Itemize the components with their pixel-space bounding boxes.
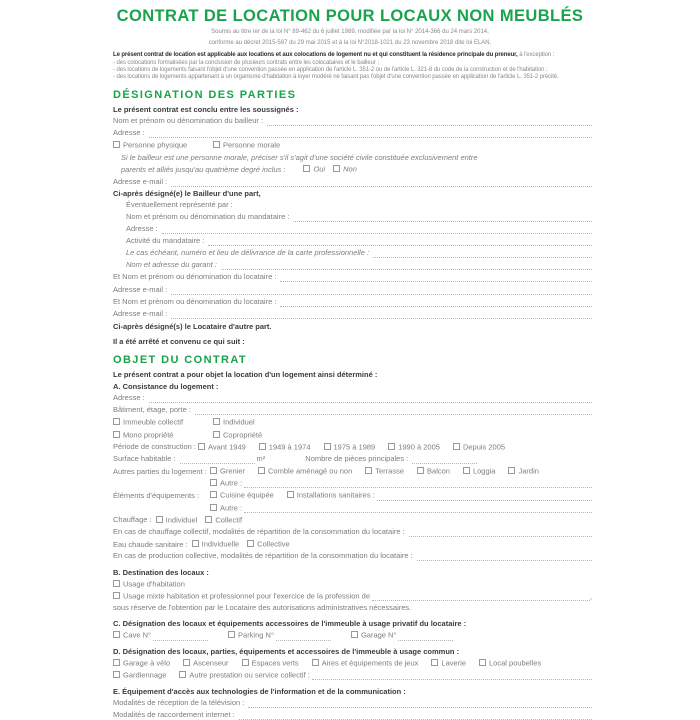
row-propriete <box>113 431 592 440</box>
garage-label: Garage N° <box>360 630 397 640</box>
1990-2005-label: 1990 à 2005 <box>398 442 440 452</box>
parking-checkbox[interactable] <box>228 631 235 638</box>
local-poubelles-checkbox[interactable] <box>479 659 486 666</box>
row-garant <box>113 261 592 270</box>
law-reference-line-2: conforme au décret 2015-587 du 29 mai 2015 et à la loi N°2018-1021 du 23 novembre 2018 dite loi ELAN. <box>208 40 492 46</box>
garage-velo-label: Garage à vélo <box>123 658 171 668</box>
row-type-immeuble <box>113 418 592 427</box>
row-mandataire-nom <box>113 213 592 222</box>
option-eau-individuelle[interactable] <box>192 540 240 549</box>
document-title: CONTRAT DE LOCATION POUR LOCAUX NON MEUBLÉS <box>116 7 584 25</box>
row-locataire1-email <box>113 286 592 295</box>
jardin-label: Jardin <box>518 466 539 476</box>
row-eau-note <box>113 552 592 561</box>
option-non[interactable] <box>333 165 357 174</box>
row-bailleur-email <box>113 178 592 187</box>
row-carte-professionnelle <box>113 249 592 258</box>
row-commun-1 <box>113 659 592 668</box>
sanitaires-checkbox[interactable] <box>287 491 294 498</box>
represente-label: Éventuellement représenté par : <box>126 200 233 210</box>
pieces-label: Nombre de pièces principales : <box>305 453 409 463</box>
option-jardin[interactable] <box>508 467 538 476</box>
option-laverie[interactable] <box>431 659 466 668</box>
copropriete-label: Copropriété <box>223 430 263 440</box>
exception-bullet-1: - des colocations formalisées par la conclusion de plusieurs contrats entre les colocataires et le bailleur ; <box>113 59 379 66</box>
option-comble[interactable] <box>258 467 352 476</box>
row-bailleur-adresse <box>113 129 592 138</box>
option-terrasse[interactable] <box>365 467 404 476</box>
comble-label: Comble aménagé ou non <box>268 466 353 476</box>
balcon-label: Balcon <box>427 466 450 476</box>
option-chauffage-collectif[interactable] <box>205 516 242 525</box>
eau-note-input-line[interactable] <box>417 552 592 561</box>
garage-number-input-line[interactable] <box>398 632 453 641</box>
row-represente <box>113 201 592 210</box>
eau-collective-label: Collective <box>257 539 290 549</box>
option-balcon[interactable] <box>417 467 450 476</box>
non-label: Non <box>343 164 357 174</box>
autre-equipement-label: Autre : <box>220 503 243 513</box>
option-oui[interactable] <box>303 165 325 174</box>
row-batiment <box>113 406 592 415</box>
option-parking[interactable] <box>228 631 274 640</box>
option-garage-velo[interactable] <box>113 659 170 668</box>
mandataire-activite-input-line[interactable] <box>208 237 592 246</box>
chauffage-note-input-line[interactable] <box>409 528 592 537</box>
mandataire-nom-input-line[interactable] <box>293 213 592 222</box>
bailleur-designation-text: Ci-après désigné(e) le Bailleur d'une part, <box>113 188 261 198</box>
intro-tail-text: à l'exception : <box>517 52 555 58</box>
option-gardiennage[interactable] <box>113 671 166 680</box>
option-personne-morale[interactable] <box>213 141 280 150</box>
row-internet <box>113 711 592 720</box>
option-autre-partie[interactable] <box>210 479 242 488</box>
avant-1949-checkbox[interactable] <box>198 443 205 450</box>
comble-checkbox[interactable] <box>258 467 265 474</box>
parties-intro <box>113 106 592 115</box>
row-locataire2-nom <box>113 298 592 307</box>
option-1949-1974[interactable] <box>259 443 311 452</box>
intro-bold-text: Le présent contrat de location est applicable aux locations et aux colocations de logement nu et qui constituent la résidence principale du preneur, <box>113 52 518 58</box>
row-commun-2 <box>113 671 592 680</box>
arrete-text: Il a été arrêté et convenu ce qui suit : <box>113 336 245 346</box>
1949-1974-checkbox[interactable] <box>259 443 266 450</box>
row-autres-autre <box>113 479 592 488</box>
surface-label: Surface habitable : <box>113 453 176 463</box>
row-accessoires-privatifs <box>113 631 592 640</box>
row-equipements <box>113 491 592 500</box>
mandataire-adresse-label: Adresse : <box>126 224 158 234</box>
option-autre-prestation[interactable] <box>179 671 309 680</box>
option-autre-equipement[interactable] <box>210 504 242 513</box>
row-autres-parties <box>113 467 592 476</box>
option-personne-physique[interactable] <box>113 141 213 150</box>
chauffage-individuel-label: Individuel <box>165 515 198 525</box>
cave-checkbox[interactable] <box>113 631 120 638</box>
row-locataire-designation <box>113 323 592 332</box>
parking-label: Parking N° <box>238 630 274 640</box>
surface-unit: m² <box>256 453 266 463</box>
subsection-a-title: A. Consistance du logement : <box>113 382 219 392</box>
intro-paragraph <box>113 52 592 60</box>
periode-label: Période de construction : <box>113 442 196 452</box>
cuisine-label: Cuisine équipée <box>220 490 274 500</box>
carte-professionnelle-input-line[interactable] <box>373 249 592 258</box>
option-usage-mixte[interactable] <box>113 592 370 601</box>
option-mono-propriete[interactable] <box>113 431 213 440</box>
ascenseur-checkbox[interactable] <box>183 659 190 666</box>
immeuble-collectif-checkbox[interactable] <box>113 418 120 425</box>
option-1990-2005[interactable] <box>388 443 440 452</box>
row-logement-adresse <box>113 394 592 403</box>
morale-note-line2: parents et alliés jusqu'au quatrième degré inclus : <box>121 164 286 174</box>
cuisine-checkbox[interactable] <box>210 491 217 498</box>
gardiennage-checkbox[interactable] <box>113 671 120 678</box>
subsection-d-title: D. Désignation des locaux, parties, équipements et accessoires de l'immeuble à usage commun : <box>113 647 460 657</box>
personne-morale-checkbox[interactable] <box>213 141 220 148</box>
option-aires-jeux[interactable] <box>312 659 419 668</box>
terrasse-label: Terrasse <box>375 466 405 476</box>
eau-note-label: En cas de production collective, modalités de répartition de la consommation du locataire : <box>113 551 413 561</box>
surface-input-line[interactable] <box>180 455 255 464</box>
option-espaces-verts[interactable] <box>242 659 299 668</box>
mandataire-adresse-input-line[interactable] <box>162 225 592 234</box>
usage-habitation-label: Usage d'habitation <box>123 579 185 589</box>
document-body <box>0 52 700 720</box>
option-cave[interactable] <box>113 631 151 640</box>
eau-collective-checkbox[interactable] <box>247 540 254 547</box>
television-input-line[interactable] <box>248 699 592 708</box>
depuis-2005-checkbox[interactable] <box>453 443 460 450</box>
eau-label: Eau chaude sanitaire : <box>113 539 188 549</box>
exception-bullet-2: - des locations de logements faisant l'objet d'une convention passée en application de l'article L. 351-2 ou de l'article L. 321-8 du code de la construction et de l'habitation ; <box>113 66 548 73</box>
locataire2-nom-label: Et Nom et prénom ou dénomination du locataire : <box>113 296 277 306</box>
autre-partie-label: Autre : <box>220 478 243 488</box>
law-reference-line-1: Soumis au titre Ier de la loi N° 89-462 du 6 juillet 1989, modifiée par la loi N° 2014-366 du 24 mars 2014, <box>211 29 489 35</box>
row-usage-mixte-note <box>113 604 592 613</box>
copropriete-checkbox[interactable] <box>213 431 220 438</box>
locataire-designation-text: Ci-après désigné(s) le Locataire d'autre part. <box>113 322 272 332</box>
bailleur-email-input-line[interactable] <box>171 178 592 187</box>
option-grenier[interactable] <box>210 467 245 476</box>
locataire1-nom-label: Et Nom et prénom ou dénomination du locataire : <box>113 272 277 282</box>
local-poubelles-label: Local poubelles <box>489 658 542 668</box>
chauffage-note-label: En cas de chauffage collectif, modalités de répartition de la consommation du locataire : <box>113 526 405 536</box>
subsection-c-title: C. Désignation des locaux et équipements accessoires de l'immeuble à usage privatif du locataire : <box>113 619 467 629</box>
autre-equipement-input-line[interactable] <box>244 504 592 513</box>
option-individuel[interactable] <box>213 418 255 427</box>
jardin-checkbox[interactable] <box>508 467 515 474</box>
garage-checkbox[interactable] <box>351 631 358 638</box>
personne-physique-checkbox[interactable] <box>113 141 120 148</box>
row-chauffage-note <box>113 528 592 537</box>
option-chauffage-individuel[interactable] <box>156 516 198 525</box>
sanitaires-input-line[interactable] <box>377 492 592 501</box>
option-depuis-2005[interactable] <box>453 443 505 452</box>
logement-adresse-label: Adresse : <box>113 393 145 403</box>
bailleur-adresse-input-line[interactable] <box>149 129 592 138</box>
usage-mixte-note-text: sous réserve de l'obtention par le Locataire des autorisations administratives nécessaires. <box>113 603 412 613</box>
subsection-b-title: B. Destination des locaux : <box>113 567 209 577</box>
usage-mixte-label: Usage mixte habitation et professionnel pour l'exercice de la profession de <box>123 591 370 601</box>
option-1975-1989[interactable] <box>324 443 376 452</box>
equipements-label: Éléments d'équipements : <box>113 490 200 500</box>
locataire2-nom-input-line[interactable] <box>280 298 592 307</box>
option-ascenseur[interactable] <box>183 659 228 668</box>
usage-habitation-checkbox[interactable] <box>113 580 120 587</box>
row-periode-construction <box>113 443 592 452</box>
chauffage-individuel-checkbox[interactable] <box>156 516 163 523</box>
pieces-input-line[interactable] <box>412 455 477 464</box>
aires-jeux-checkbox[interactable] <box>312 659 319 666</box>
option-garage[interactable] <box>351 631 397 640</box>
profession-input-line[interactable] <box>372 592 590 601</box>
row-usage-mixte <box>113 592 592 601</box>
row-morale-note-1 <box>113 154 592 163</box>
balcon-checkbox[interactable] <box>417 467 424 474</box>
loggia-label: Loggia <box>472 466 496 476</box>
internet-label: Modalités de raccordement internet : <box>113 710 235 720</box>
television-label: Modalités de réception de la télévision : <box>113 697 245 707</box>
row-arrete <box>113 338 592 347</box>
row-locataire1-nom <box>113 273 592 282</box>
row-mandataire-activite <box>113 237 592 246</box>
autres-parties-label: Autres parties du logement : <box>113 466 207 476</box>
carte-professionnelle-label: Le cas échéant, numéro et lieu de délivrance de la carte professionnelle : <box>126 248 370 258</box>
avant-1949-label: Avant 1949 <box>207 442 246 452</box>
depuis-2005-label: Depuis 2005 <box>462 442 506 452</box>
laverie-label: Laverie <box>441 658 467 668</box>
autre-equipement-checkbox[interactable] <box>210 504 217 511</box>
objet-intro-text: Le présent contrat a pour objet la location d'un logement ainsi déterminé : <box>113 369 378 379</box>
row-chauffage <box>113 516 592 525</box>
row-mandataire-adresse <box>113 225 592 234</box>
row-eau-chaude <box>113 540 592 549</box>
row-usage-habitation <box>113 580 592 589</box>
autre-prestation-input-line[interactable] <box>312 671 592 680</box>
1975-1989-checkbox[interactable] <box>324 443 331 450</box>
locataire1-email-label: Adresse e-mail : <box>113 284 168 294</box>
individuel-checkbox[interactable] <box>213 418 220 425</box>
option-local-poubelles[interactable] <box>479 659 541 668</box>
section-heading-parties: DÉSIGNATION DES PARTIES <box>113 89 297 102</box>
gardiennage-label: Gardiennage <box>123 670 167 680</box>
loggia-checkbox[interactable] <box>463 467 470 474</box>
sanitaires-label: Installations sanitaires : <box>296 490 375 500</box>
bailleur-nom-label: Nom et prénom ou dénomination du bailleur : <box>113 116 264 126</box>
exception-bullet-3: - des locations de logements appartenant à un organisme d'habitation à loyer modéré ne faisant pas l'objet d'une convention passée en application de l'article L. 351-2 précité. <box>113 74 559 81</box>
grenier-checkbox[interactable] <box>210 467 217 474</box>
morale-note-line1: Si le bailleur est une personne morale, préciser s'il s'agit d'une société civile constituée exclusivement entre <box>121 152 478 162</box>
parking-number-input-line[interactable] <box>276 632 331 641</box>
option-avant-1949[interactable] <box>198 443 246 452</box>
individuel-label: Individuel <box>223 417 255 427</box>
cave-label: Cave N° <box>123 630 152 640</box>
option-installations-sanitaires[interactable] <box>287 491 375 500</box>
aires-jeux-label: Aires et équipements de jeux <box>321 658 419 668</box>
garant-input-line[interactable] <box>221 261 592 270</box>
ascenseur-label: Ascenseur <box>193 658 229 668</box>
locataire2-email-label: Adresse e-mail : <box>113 308 168 318</box>
mandataire-activite-label: Activité du mandataire : <box>126 236 205 246</box>
cave-number-input-line[interactable] <box>153 632 208 641</box>
internet-input-line[interactable] <box>239 711 592 720</box>
non-checkbox[interactable] <box>333 165 340 172</box>
espaces-verts-label: Espaces verts <box>251 658 299 668</box>
1949-1974-label: 1949 à 1974 <box>268 442 311 452</box>
autre-partie-input-line[interactable] <box>244 479 592 488</box>
batiment-input-line[interactable] <box>195 406 592 415</box>
option-loggia[interactable] <box>463 467 496 476</box>
usage-mixte-suffix: , <box>589 591 592 601</box>
row-television <box>113 699 592 708</box>
eau-individuelle-label: Individuelle <box>201 539 240 549</box>
option-usage-habitation[interactable] <box>113 580 185 589</box>
grenier-label: Grenier <box>220 466 246 476</box>
row-equipements-autre <box>113 504 592 513</box>
personne-physique-label: Personne physique <box>123 140 188 150</box>
option-immeuble-collectif[interactable] <box>113 418 213 427</box>
chauffage-collectif-checkbox[interactable] <box>205 516 212 523</box>
option-eau-collective[interactable] <box>247 540 290 549</box>
section-heading-objet: OBJET DU CONTRAT <box>113 354 248 367</box>
chauffage-label: Chauffage : <box>113 515 152 525</box>
option-cuisine-equipee[interactable] <box>210 491 274 500</box>
laverie-checkbox[interactable] <box>431 659 438 666</box>
espaces-verts-checkbox[interactable] <box>242 659 249 666</box>
batiment-label: Bâtiment, étage, porte : <box>113 405 191 415</box>
row-type-personne <box>113 141 592 150</box>
terrasse-checkbox[interactable] <box>365 467 372 474</box>
usage-mixte-checkbox[interactable] <box>113 592 120 599</box>
immeuble-collectif-label: Immeuble collectif <box>123 417 184 427</box>
mono-propriete-label: Mono propriété <box>123 430 174 440</box>
garage-velo-checkbox[interactable] <box>113 659 120 666</box>
parties-intro-text: Le présent contrat est conclu entre les soussignés : <box>113 104 299 114</box>
locataire1-email-input-line[interactable] <box>171 286 592 295</box>
objet-intro <box>113 371 592 380</box>
document-header <box>0 7 700 48</box>
bailleur-adresse-label: Adresse : <box>113 128 145 138</box>
bailleur-nom-input-line[interactable] <box>267 117 592 126</box>
1975-1989-label: 1975 à 1989 <box>333 442 376 452</box>
option-copropriete[interactable] <box>213 431 262 440</box>
row-morale-note-2 <box>113 165 592 174</box>
1990-2005-checkbox[interactable] <box>388 443 395 450</box>
locataire2-email-input-line[interactable] <box>171 310 592 319</box>
garant-label: Nom et adresse du garant : <box>126 260 217 270</box>
subsection-e-title: E. Équipement d'accès aux technologies de l'information et de la communication : <box>113 686 406 696</box>
chauffage-collectif-label: Collectif <box>215 515 243 525</box>
autre-prestation-label: Autre prestation ou service collectif : <box>189 670 310 680</box>
oui-checkbox[interactable] <box>303 165 310 172</box>
row-bailleur-nom <box>113 117 592 126</box>
autre-partie-checkbox[interactable] <box>210 479 217 486</box>
mono-propriete-checkbox[interactable] <box>113 431 120 438</box>
row-surface <box>113 455 592 464</box>
autre-prestation-checkbox[interactable] <box>179 671 186 678</box>
oui-label: Oui <box>313 164 326 174</box>
eau-individuelle-checkbox[interactable] <box>192 540 199 547</box>
row-bailleur-designation <box>113 190 592 199</box>
row-locataire2-email <box>113 310 592 319</box>
personne-morale-label: Personne morale <box>223 140 281 150</box>
mandataire-nom-label: Nom et prénom ou dénomination du mandataire : <box>126 211 290 221</box>
bailleur-email-label: Adresse e-mail : <box>113 176 168 186</box>
locataire1-nom-input-line[interactable] <box>280 273 592 282</box>
logement-adresse-input-line[interactable] <box>149 394 592 403</box>
